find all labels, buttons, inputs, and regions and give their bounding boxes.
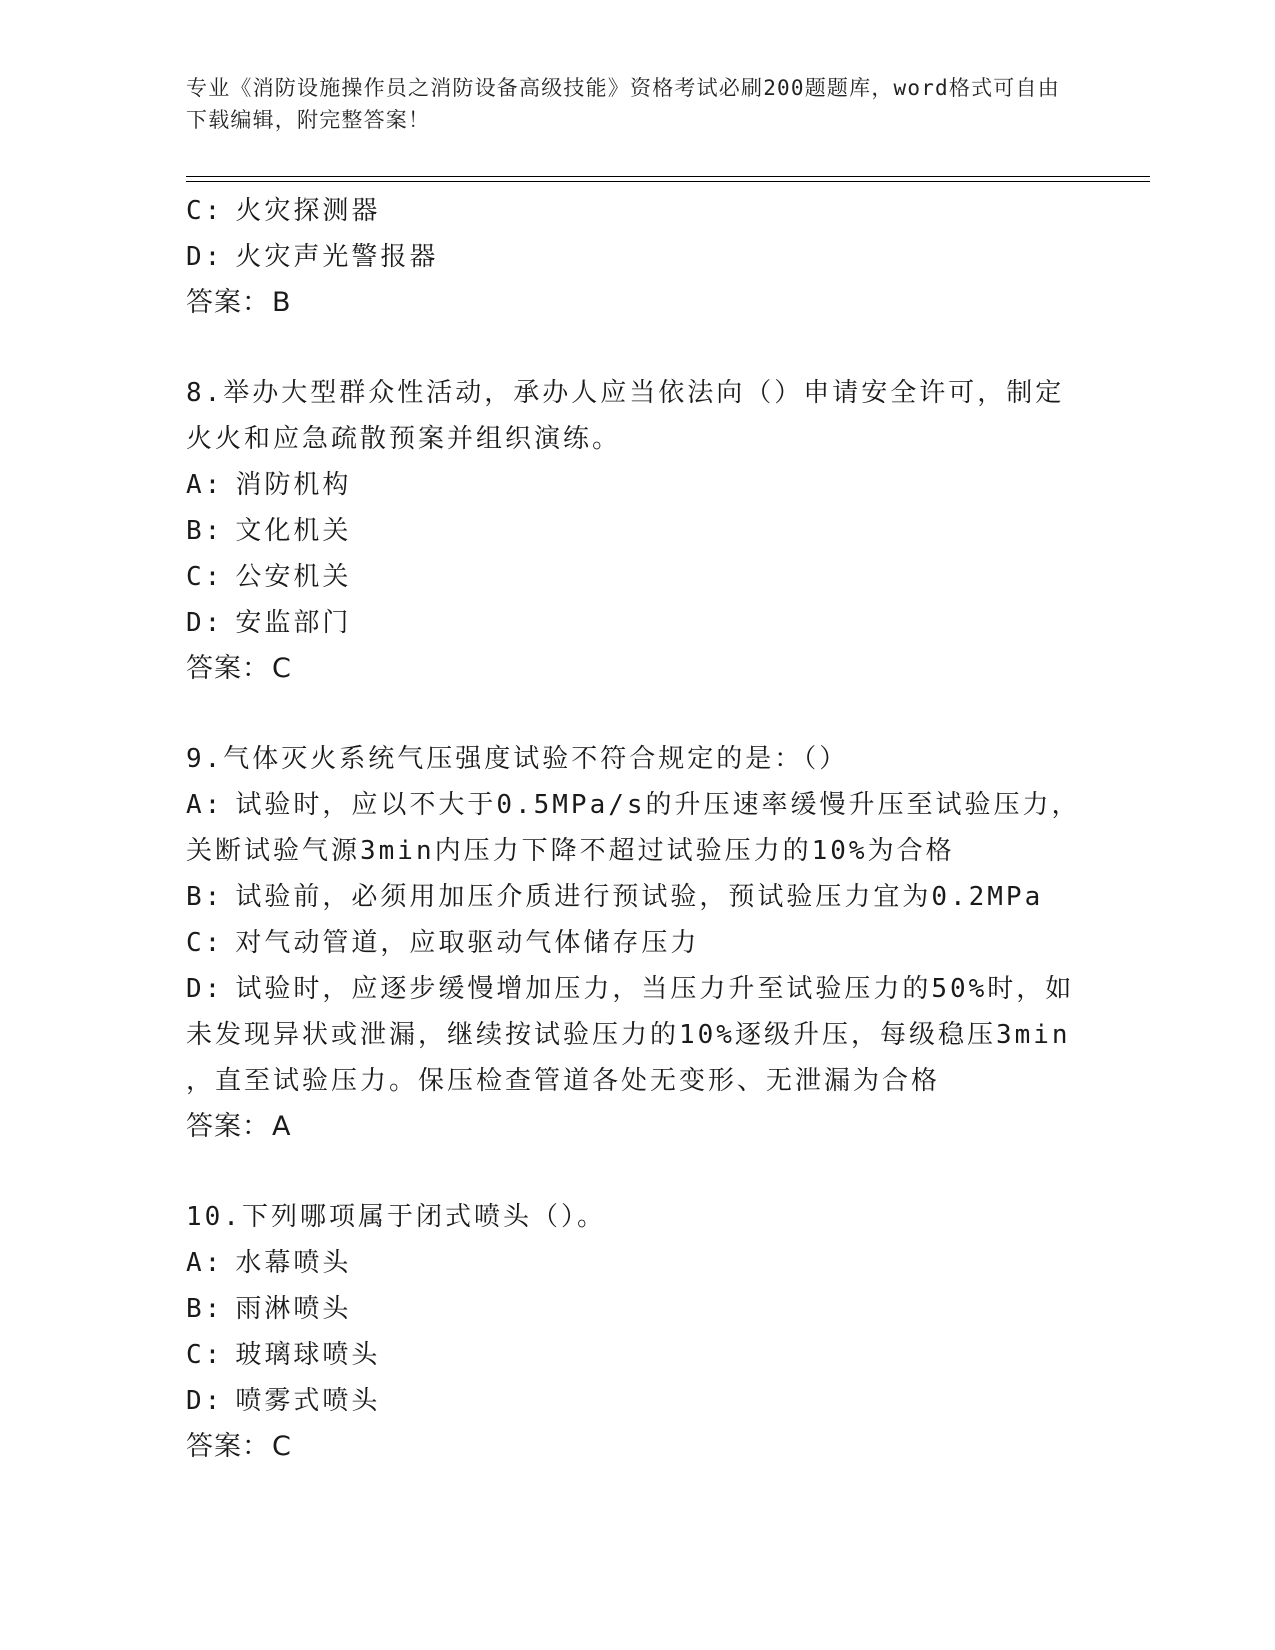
question-stem: 9.气体灭火系统气压强度试验不符合规定的是：（） bbox=[186, 744, 849, 774]
option-c: C: 公安机关 bbox=[186, 562, 352, 592]
option-c: C: 对气动管道，应取驱动气体储存压力 bbox=[186, 928, 700, 958]
option-c: C: 火灾探测器 bbox=[186, 196, 381, 226]
question-9 bbox=[186, 736, 1086, 1150]
option-a: A: 消防机构 bbox=[186, 470, 352, 500]
option-a: A: 水幕喷头 bbox=[186, 1248, 352, 1278]
prev-question-block bbox=[186, 188, 1086, 326]
question-list bbox=[186, 188, 1086, 1470]
option-d: D: 安监部门 bbox=[186, 608, 352, 638]
header-divider-bottom bbox=[186, 181, 1150, 182]
option-a-continued: 关断试验气源3min内压力下降不超过试验压力的10%为合格 bbox=[186, 836, 955, 866]
answer-line: 答案：A bbox=[186, 1111, 292, 1142]
answer-line: 答案：B bbox=[186, 287, 292, 318]
option-d-continued: 未发现异状或泄漏，继续按试验压力的10%逐级升压，每级稳压3min bbox=[186, 1020, 1071, 1050]
question-stem: 火火和应急疏散预案并组织演练。 bbox=[186, 424, 622, 454]
option-b: B: 雨淋喷头 bbox=[186, 1294, 352, 1324]
header-divider-top bbox=[186, 176, 1150, 177]
answer-line: 答案：C bbox=[186, 653, 292, 684]
option-d: D: 火灾声光警报器 bbox=[186, 242, 439, 272]
answer-line: 答案：C bbox=[186, 1431, 292, 1462]
question-8 bbox=[186, 370, 1086, 692]
question-stem: 8.举办大型群众性活动，承办人应当依法向（）申请安全许可，制定 bbox=[186, 378, 1065, 408]
question-stem: 10.下列哪项属于闭式喷头（）。 bbox=[186, 1202, 606, 1232]
option-d: D: 喷雾式喷头 bbox=[186, 1386, 381, 1416]
option-b: B: 试验前，必须用加压介质进行预试验，预试验压力宜为0.2MPa bbox=[186, 882, 1044, 912]
option-d-continued: ，直至试验压力。保压检查管道各处无变形、无泄漏为合格 bbox=[186, 1066, 941, 1096]
document-header: 专业《消防设施操作员之消防设备高级技能》资格考试必刷200题题库，word格式可自由下载编辑，附完整答案！ bbox=[186, 76, 1060, 132]
question-10 bbox=[186, 1194, 1086, 1470]
option-c: C: 玻璃球喷头 bbox=[186, 1340, 381, 1370]
option-a: A: 试验时，应以不大于0.5MPa/s的升压速率缓慢升压至试验压力， bbox=[186, 790, 1081, 820]
option-d: D: 试验时，应逐步缓慢增加压力，当压力升至试验压力的50%时，如 bbox=[186, 974, 1075, 1004]
option-b: B: 文化机关 bbox=[186, 516, 352, 546]
